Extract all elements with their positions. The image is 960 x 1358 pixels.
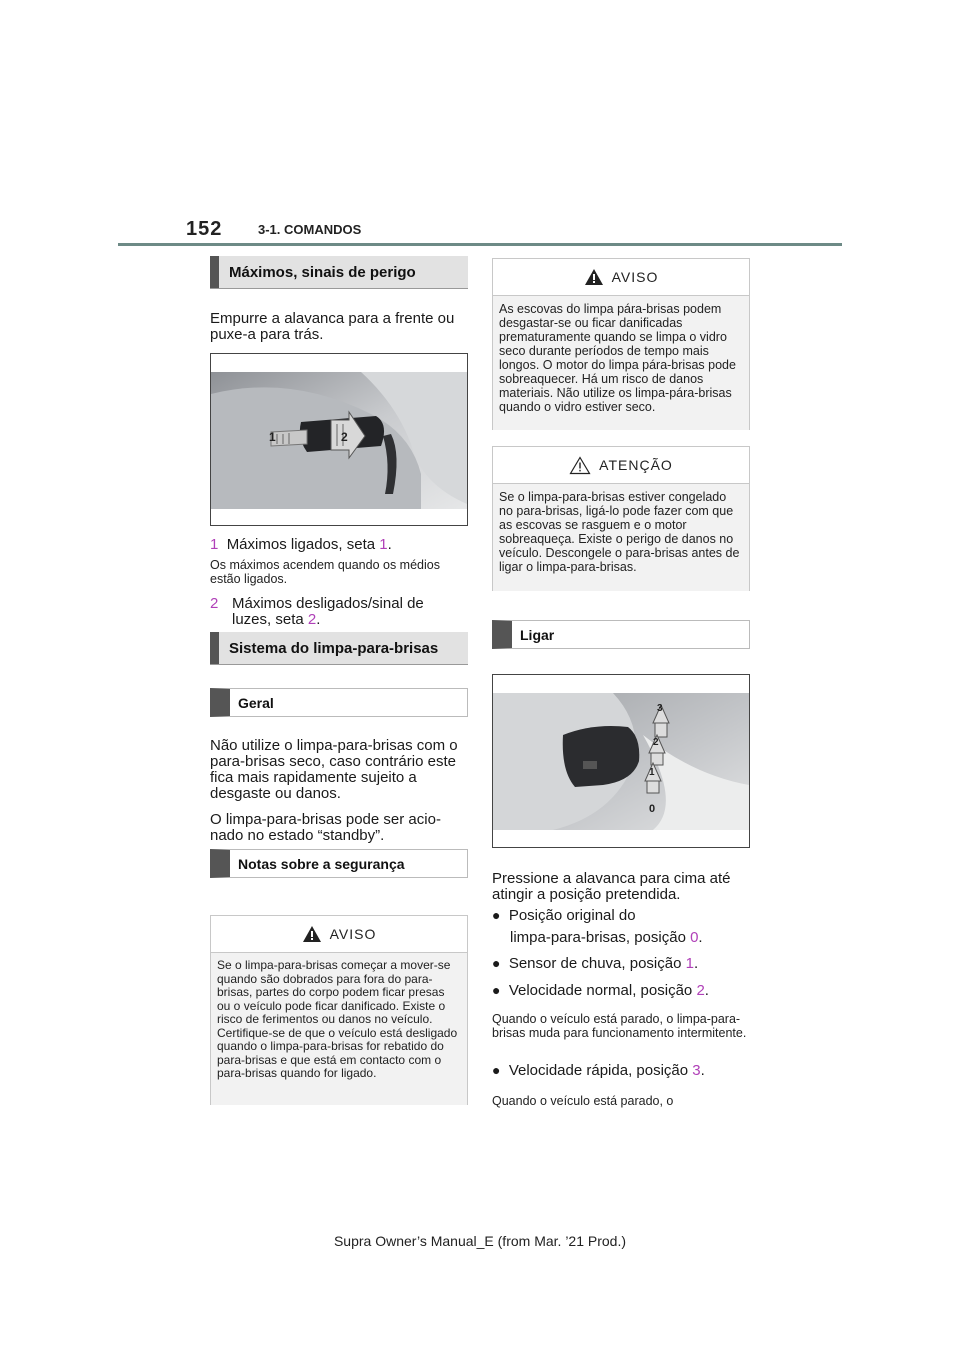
warning-title-text: AVISO — [611, 269, 659, 285]
general-paragraph-2: O limpa-para-brisas pode ser acionado no estado “standby”. — [210, 811, 441, 844]
item-text: Máximos ligados, seta — [226, 536, 376, 553]
general-paragraph-1: Não utilize o limpa-para-brisas com o para-brisas seco, caso contrário este fica mais rapidamente sujeito a desgaste ou danos. — [210, 737, 458, 802]
page-number: 152 — [186, 218, 223, 240]
bullet-text: Velocidade rápida, posição — [508, 1062, 689, 1079]
figure-label-0: 0 — [649, 803, 656, 815]
subsection-title: Notas sobre a segurança — [238, 855, 405, 872]
caution-body: Se o limpa-para-brisas estiver congelado no para-brisas, ligá-lo pode fazer com que as escovas se rasguem e o motor sobreaqueça. Existe o perigo de danos no veículo. Descongele o para-brisas antes de ligar o limpa-para-brisas. — [493, 484, 749, 591]
item-number: 1 — [210, 536, 219, 553]
warning-body: Se o limpa-para-brisas começar a mover-se quando são dobrados para fora do para-brisas, partes do corpo podem ficar presas ou o veículo pode ficar danificado. Existe o risco de ferimentos ou danos no veículo. Certifique-se de que o veículo está desligado quando o limpa-para-brisas for rebatido do para-brisas e que está em contacto com o para-brisas quando for ligado. — [211, 953, 467, 1105]
bullet-text: Velocidade normal, posição — [508, 982, 693, 999]
figure-label-2: 2 — [341, 430, 348, 444]
figure-wiper-lever — [492, 674, 750, 848]
item-ref: 2 — [307, 611, 317, 628]
footer-text: Supra Owner’s Manual_E (from Mar. ’21 Prod.) — [333, 1233, 627, 1249]
bullet-normal-speed: ● Velocidade normal, posição 2. — [492, 982, 709, 999]
caution-box — [492, 446, 750, 591]
warning-triangle-icon — [302, 925, 322, 943]
header-divider — [118, 243, 842, 246]
bullet-text: limpa-para-brisas, posição — [510, 929, 686, 946]
bullet-ref: 2 — [696, 982, 705, 999]
section-title-text: Sistema do limpa-para-brisas — [229, 639, 439, 657]
bullet-ref: 0 — [690, 929, 699, 946]
stopped-note-2: Quando o veículo está parado, o — [492, 1094, 674, 1108]
wiper-lever-illustration — [493, 675, 749, 847]
item-number: 2 — [210, 595, 219, 612]
item-high-beam-off: 2 Máximos desligados/sinal de luzes, seta 2. — [210, 595, 424, 628]
subsection-title: Ligar — [520, 626, 555, 643]
caution-title-text: ATENÇÃO — [599, 457, 673, 473]
warning-box-right — [492, 258, 750, 430]
subsection-safety-notes — [210, 849, 468, 878]
section-underline — [210, 288, 468, 289]
item-note: Os máximos acendem quando os médios estão ligados. — [210, 558, 440, 586]
bullet-fast-speed: ● Velocidade rápida, posição 3. — [492, 1062, 705, 1079]
chapter-title: 3-1. COMANDOS — [258, 222, 362, 237]
warning-title-text: AVISO — [329, 926, 377, 942]
item-ref: 1 — [379, 536, 388, 553]
figure-label-1: 1 — [649, 767, 655, 778]
stopped-note-1: Quando o veículo está parado, o limpa-para-brisas muda para funcionamento intermitente. — [492, 1012, 747, 1040]
subsection-title: Geral — [238, 694, 274, 711]
bullet-ref: 1 — [685, 955, 694, 972]
subsection-general — [210, 688, 468, 717]
figure-label-2: 2 — [653, 737, 659, 748]
caution-triangle-icon — [569, 456, 591, 475]
warning-body: As escovas do limpa pára-brisas podem desgastar-se ou ficar danificadas prematuramente quando se limpa o vidro seco durante períodos de tempo mais longos. O motor do limpa pára-brisas pode sobreaquecer. Há um risco de danos materiais. Não utilize os limpa-pára-brisas quando o vidro estiver seco. — [493, 296, 749, 430]
section-title-high-beam — [210, 256, 468, 288]
section-underline — [210, 664, 468, 665]
subsection-switch-on — [492, 620, 750, 649]
warning-title — [493, 259, 749, 296]
figure-high-beam-lever — [210, 353, 468, 526]
bullet-rain-sensor: ● Sensor de chuva, posição 1. — [492, 955, 699, 972]
bullet-original-position-cont: limpa-para-brisas, posição 0. — [510, 929, 703, 946]
section-title-wiper — [210, 632, 468, 664]
section-title-text: Máximos, sinais de perigo — [229, 263, 416, 281]
bullet-text: Posição original do — [508, 907, 636, 924]
figure-label-3: 3 — [657, 703, 663, 714]
bullet-text: Sensor de chuva, posição — [508, 955, 682, 972]
bullet-ref: 3 — [692, 1062, 701, 1079]
high-beam-lever-illustration — [211, 354, 467, 525]
item-high-beam-on: 1 Máximos ligados, seta 1. — [210, 536, 392, 553]
press-instruction: Pressione a alavanca para cima até atingir a posição pretendida. — [492, 870, 731, 903]
figure-label-1: 1 — [269, 430, 276, 444]
item-text: Máximos desligados/sinal de luzes, seta — [232, 595, 424, 628]
warning-title — [211, 916, 467, 953]
warning-box-left — [210, 915, 468, 1105]
intro-text: Empurre a alavanca para a frente ou puxe-a para trás. — [210, 310, 455, 343]
bullet-original-position: ● Posição original do — [492, 907, 636, 924]
warning-triangle-icon — [584, 268, 604, 286]
caution-title — [493, 447, 749, 484]
